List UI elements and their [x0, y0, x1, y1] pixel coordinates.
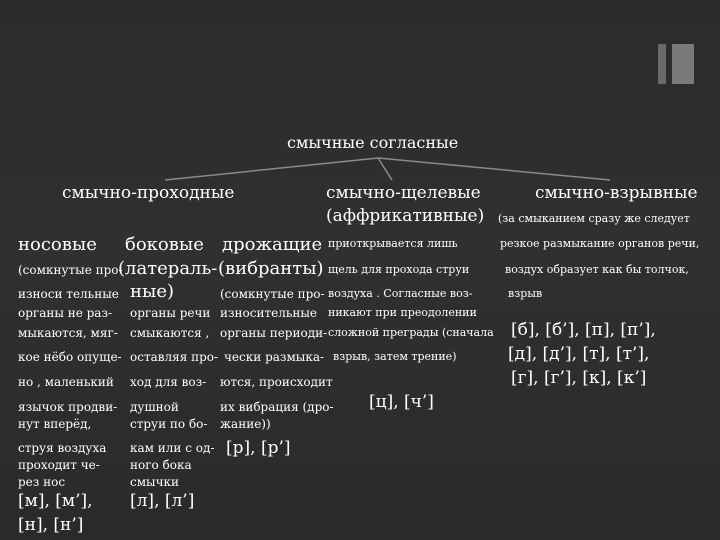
nasal-line: органы не раз-: [18, 306, 113, 320]
plosive-line: взрыв: [508, 287, 543, 300]
lateral-line: ход для воз-: [130, 375, 207, 389]
plosive-line: воздух образует как бы толчок,: [505, 263, 689, 276]
affricate-line: воздуха . Согласные воз-: [328, 287, 473, 300]
lateral-title: боковые: [125, 234, 204, 255]
affricate-line: взрыв, затем трение): [333, 350, 457, 363]
nasal-line: (сомкнутые про-: [18, 263, 123, 277]
nasal-line: проходит че-: [18, 458, 100, 472]
trill-line: (сомкнутые про-: [220, 287, 325, 301]
root-label: смычные согласные: [287, 133, 459, 152]
connector-left: [165, 158, 378, 180]
lateral-title-2: (латераль-: [118, 258, 218, 279]
affricate-line: приоткрывается лишь: [328, 237, 458, 250]
trill-title-2: (вибранты): [218, 258, 324, 279]
nasal-line: кое нёбо опуще-: [18, 350, 122, 364]
lateral-line: оставляя про-: [130, 350, 219, 364]
lateral-line: ного бока: [130, 458, 192, 472]
category-nasal-stops: смычно-проходные: [62, 183, 235, 203]
plosive-line: резкое размыкание органов речи,: [500, 237, 700, 250]
plosive-example: [г], [г’], [к], [к’]: [511, 368, 647, 388]
plosive-line: (за смыканием сразу же следует: [498, 212, 690, 225]
connector-right: [378, 158, 610, 180]
nasal-line: мыкаются, мяг-: [18, 326, 118, 340]
trill-line: их вибрация (дро-: [220, 400, 334, 414]
trill-line: износительные: [220, 306, 318, 320]
nasal-example: [м], [м’],: [18, 491, 93, 511]
plosive-example: [б], [б’], [п], [п’],: [511, 320, 656, 340]
category-affricates-sub: (аффрикативные): [326, 206, 485, 226]
lateral-example: [л], [л’]: [130, 491, 195, 511]
lateral-line: смычки: [130, 475, 180, 489]
nasal-title: носовые: [18, 234, 97, 255]
lateral-line: органы речи: [130, 306, 211, 320]
lateral-title-3: ные): [130, 281, 174, 302]
lateral-line: струи по бо-: [130, 417, 208, 431]
affricate-example: [ц], [ч’]: [369, 392, 434, 412]
affricate-line: сложной преграды (сначала: [328, 326, 494, 339]
plosive-example: [д], [д’], [т], [т’],: [508, 344, 650, 364]
trill-line: органы периоди-: [220, 326, 328, 340]
nasal-line: износи тельные: [18, 287, 119, 301]
trill-line: жание)): [220, 417, 271, 431]
trill-line: ются, происходит: [220, 375, 333, 389]
lateral-line: кам или с од-: [130, 441, 215, 455]
trill-line: чески размыка-: [224, 350, 325, 364]
affricate-line: никают при преодолении: [328, 306, 477, 319]
connector-middle: [378, 158, 392, 180]
nasal-line: но , маленький: [18, 375, 114, 389]
lateral-line: смыкаются ,: [130, 326, 210, 340]
nasal-line: струя воздуха: [18, 441, 107, 455]
lateral-line: душной: [130, 400, 179, 414]
nasal-example: [н], [н’]: [18, 515, 84, 535]
nasal-line: язычок продви-: [18, 400, 118, 414]
nasal-line: рез нос: [18, 475, 66, 489]
trill-example: [р], [р’]: [226, 438, 291, 458]
trill-title: дрожащие: [222, 234, 323, 255]
category-plosives: смычно-взрывные: [535, 183, 698, 203]
nasal-line: нут вперёд,: [18, 417, 92, 431]
category-affricates: смычно-щелевые: [326, 183, 481, 203]
affricate-line: щель для прохода струи: [328, 263, 470, 276]
